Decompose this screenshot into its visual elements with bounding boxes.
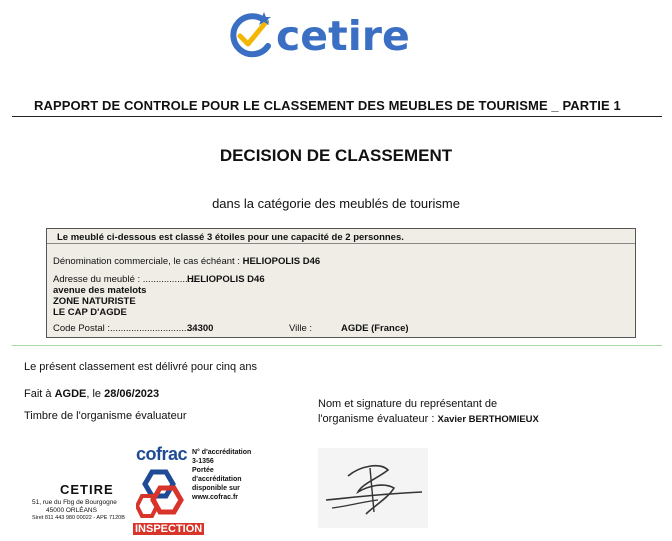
cetire-logo-mark-icon [226,10,278,60]
done-at-mid: , le [86,388,102,400]
report-title: RAPPORT DE CONTROLE POUR LE CLASSEMENT DES MEUBLES DE TOURISME _ PARTIE 1 [34,98,621,113]
address-line: avenue des matelots [53,285,147,296]
stamp-address-2: 45000 ORLÉANS [46,507,97,514]
trade-name-label: Dénomination commerciale, le cas échéant : [53,256,240,267]
postal-code-label: Code Postal :................................ [53,323,195,334]
done-at-place: AGDE [54,388,87,400]
cofrac-text-line: Portée [192,467,214,474]
trade-name-row [53,256,320,267]
representative-line-2 [318,413,539,425]
stamp-name: CETIRE [60,482,114,497]
cofrac-accreditation-text [192,448,272,502]
stamp-address-1: 51, rue du Fbg de Bourgogne [32,499,117,506]
divider [12,116,662,117]
address-line: LE CAP D'AGDE [53,307,127,318]
cetire-logo [226,10,426,60]
classification-headline: Le meublé ci-dessous est classé 3 étoiles pour une capacité de 2 personnes. [57,232,404,243]
classification-info-box [46,228,636,338]
representative-name: Xavier BERTHOMIEUX [437,414,539,425]
address-line: HELIOPOLIS D46 [187,274,265,285]
decision-title: DECISION DE CLASSEMENT [219,146,453,165]
representative-label: l'organisme évaluateur : [318,413,435,425]
cofrac-text-line: disponible sur [192,485,240,492]
category-line: dans la catégorie des meublés de tourisme [212,196,460,211]
city-label: Ville : [289,323,313,334]
cofrac-text-line: www.cofrac.fr [192,494,239,501]
divider [12,345,662,346]
divider [47,243,635,244]
stamp-label: Timbre de l'organisme évaluateur [24,410,187,422]
cofrac-inspection-label: INSPECTION [135,523,203,535]
address-label: Adresse du meublé : ..................... [53,274,199,285]
trade-name-value: HELIOPOLIS D46 [242,256,321,267]
handwritten-signature [318,448,428,528]
address-line: ZONE NATURISTE [53,296,136,307]
cofrac-text-line: d'accréditation [192,476,242,483]
logo-wordmark: cetire [276,12,410,60]
representative-line-1: Nom et signature du représentant de [318,398,498,410]
done-at-line [24,388,159,400]
organisation-stamp [30,482,130,528]
city-value: AGDE (France) [341,323,409,334]
postal-code-value: 34300 [187,323,214,334]
done-at-prefix: Fait à [24,388,52,400]
stamp-siret: Siret 811 443 980 00022 - APE 7120B [32,515,125,521]
cofrac-hexagon-icon [136,466,186,522]
cofrac-text-line: N° d'accréditation [192,449,252,456]
cofrac-text-line: 3-1356 [192,458,214,465]
validity-text: Le présent classement est délivré pour cinq ans [24,361,257,373]
cofrac-wordmark: cofrac [136,444,188,464]
done-at-date: 28/06/2023 [104,388,160,400]
